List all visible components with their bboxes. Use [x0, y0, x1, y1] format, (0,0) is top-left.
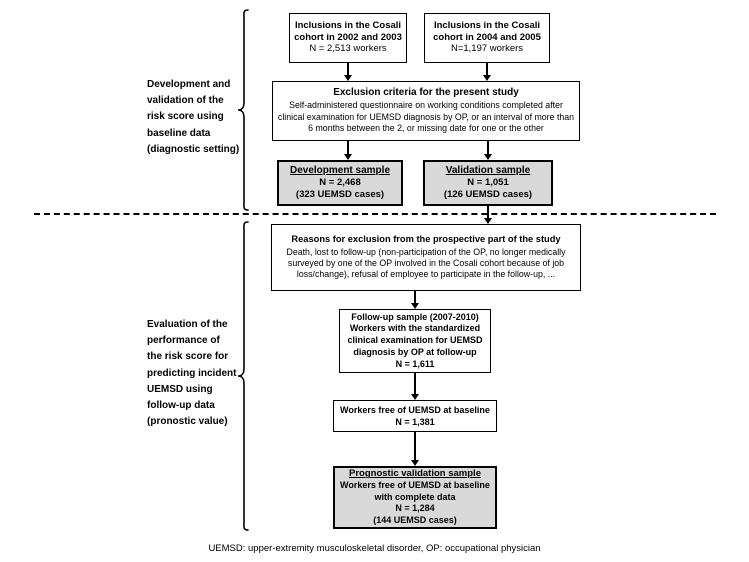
box-title: Workers free of UEMSD at baseline [340, 404, 490, 415]
box-development-sample [277, 160, 403, 206]
box-n-count: N = 1,051 [467, 176, 509, 188]
box-body: Workers with the standardized clinical examination for UEMSD diagnosis by OP at follow-up [347, 323, 483, 357]
section-label-evaluation: Evaluation of the performance of the risk score for predicting incident UEMSD using follow-up data (pronostic value) [147, 319, 237, 428]
box-prospective-exclusion-reasons [271, 224, 581, 291]
arrow-validation-to-prospective-exclusion [487, 206, 489, 219]
box-title: Inclusions in the Cosali cohort in 2002 and 2003 [294, 20, 402, 43]
box-title: Inclusions in the Cosali cohort in 2004 and 2005 [433, 20, 541, 43]
arrow-exclusion-to-development-sample [347, 141, 349, 155]
box-body: Death, lost to follow-up (non-participation of the OP, no longer medically surveyed by one of the OP involved in the Cosali cohort because of job loss/change), refusal of employee to participate in the follow-up, ... [286, 246, 566, 280]
box-cases-count: (144 UEMSD cases) [373, 514, 457, 525]
box-cases-count: (126 UEMSD cases) [443, 189, 533, 201]
arrow-prospective-exclusion-to-followup [414, 291, 416, 304]
box-body: Self-administered questionnaire on working conditions completed after clinical examination for UEMSD diagnosis by OP, or an interval of more than 6 months between the 2, or missing date for one or the other [277, 100, 575, 134]
box-n-count: N=1,197 workers [450, 43, 524, 55]
section-divider-dashed-line [34, 213, 716, 215]
footnote: UEMSD: upper-extremity musculoskeletal disorder, OP: occupational physician [208, 543, 541, 554]
box-n-count: N = 2,513 workers [309, 43, 387, 55]
arrow-inclusions2004-to-exclusion [486, 63, 488, 76]
section-label-development: Development and validation of the risk score using baseline data (diagnostic setting) [147, 79, 240, 155]
box-inclusions-2004-2005 [424, 13, 550, 63]
box-cases-count: (323 UEMSD cases) [295, 189, 385, 201]
box-title: Prognostic validation sample [349, 468, 481, 480]
box-title: Validation sample [445, 164, 531, 176]
box-body: Workers free of UEMSD at baseline with complete data [340, 479, 490, 502]
box-n-count: N = 2,468 [319, 176, 361, 188]
box-prognostic-validation-sample [333, 466, 497, 529]
box-n-count: N = 1,284 [395, 503, 435, 514]
box-n-count: N = 1,611 [395, 358, 435, 369]
box-followup-sample [339, 309, 491, 373]
box-title: Exclusion criteria for the present study [333, 87, 519, 99]
box-inclusions-2002-2003 [289, 13, 407, 63]
box-workers-free-baseline [333, 400, 497, 432]
box-title: Development sample [289, 164, 391, 176]
arrow-inclusions2002-to-exclusion [347, 63, 349, 76]
box-n-count: N = 1,381 [395, 417, 435, 427]
arrow-followup-to-workers-free [414, 373, 416, 395]
box-title: Reasons for exclusion from the prospective part of the study [291, 234, 561, 245]
arrow-exclusion-to-validation-sample [487, 141, 489, 155]
box-exclusion-criteria [272, 81, 580, 141]
box-title: Follow-up sample (2007-2010) [351, 311, 479, 322]
box-validation-sample [423, 160, 553, 206]
arrow-workers-free-to-prognostic [414, 432, 416, 461]
brace-evaluation-icon [237, 221, 249, 531]
